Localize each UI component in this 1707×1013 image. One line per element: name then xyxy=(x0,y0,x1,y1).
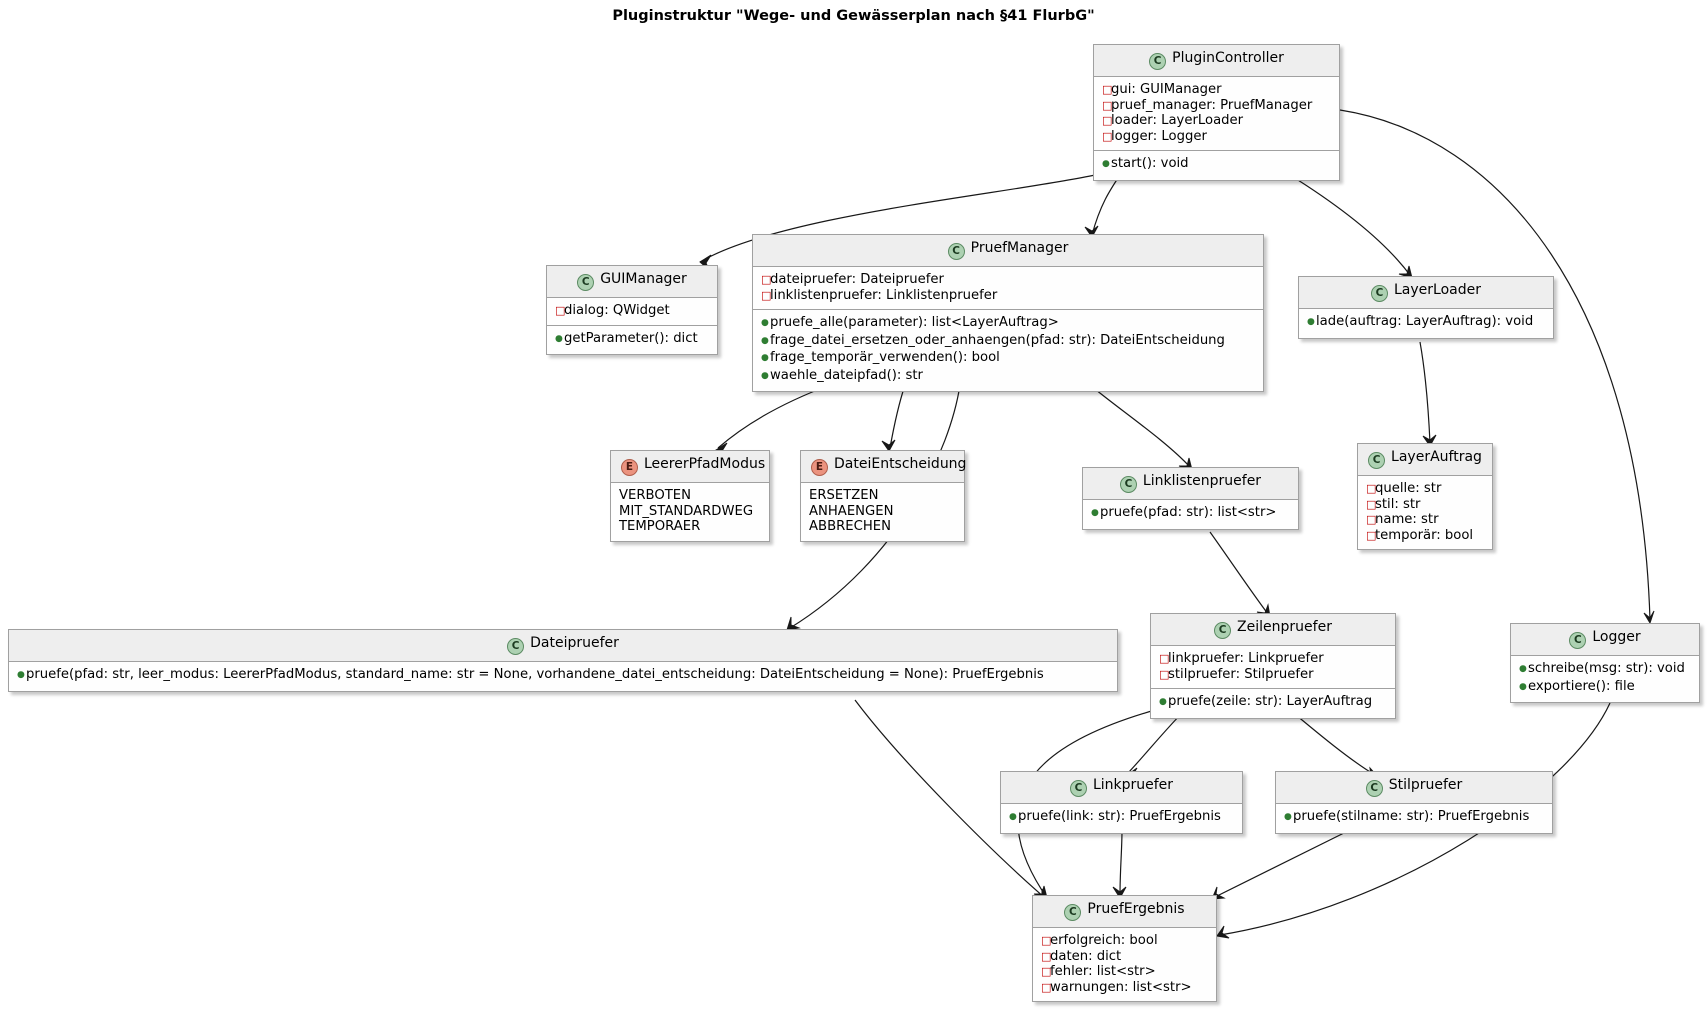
class-node-guimanager[interactable] xyxy=(546,265,718,355)
public-marker-icon xyxy=(1519,679,1528,697)
node-title: PruefErgebnis xyxy=(1087,901,1185,917)
attribute-row xyxy=(1102,98,1331,114)
class-badge-icon: C xyxy=(1064,904,1081,921)
method-label: frage_datei_ersetzen_oder_anhaengen(pfad: str): DateiEntscheidung xyxy=(770,332,1225,348)
enum-value: VERBOTEN xyxy=(619,488,691,503)
node-header xyxy=(801,451,967,483)
method-label: pruefe(link: str): PruefErgebnis xyxy=(1018,809,1221,824)
private-marker-icon xyxy=(1366,497,1375,513)
attribute-label: stil: str xyxy=(1375,496,1421,512)
attribute-row xyxy=(1041,949,1208,965)
enum-values-section xyxy=(611,483,769,541)
node-header xyxy=(1094,45,1339,77)
private-marker-icon xyxy=(1102,82,1111,98)
attributes-section xyxy=(753,267,1263,309)
class-badge-icon: C xyxy=(577,274,594,291)
enum-node-dateientscheidung[interactable] xyxy=(800,450,965,542)
class-badge-icon: C xyxy=(1368,452,1385,469)
attribute-label: dialog: QWidget xyxy=(564,303,670,318)
method-label: frage_temporär_verwenden(): bool xyxy=(770,350,1000,365)
class-badge-icon: C xyxy=(1366,780,1383,797)
private-marker-icon xyxy=(1366,481,1375,497)
node-header xyxy=(1083,468,1298,500)
enum-badge-icon: E xyxy=(621,459,638,476)
method-row xyxy=(1284,809,1544,827)
class-badge-icon: C xyxy=(1569,632,1586,649)
enum-value: ERSETZEN xyxy=(809,488,879,503)
attribute-row xyxy=(1366,528,1484,544)
method-row xyxy=(1102,156,1331,174)
class-badge-icon: C xyxy=(948,243,965,260)
node-header xyxy=(753,235,1263,267)
node-title: DateiEntscheidung xyxy=(834,456,967,472)
attribute-row xyxy=(761,288,1255,304)
node-header xyxy=(1276,772,1552,804)
class-node-stilpruefer[interactable] xyxy=(1275,771,1553,834)
public-marker-icon xyxy=(1102,156,1111,174)
attribute-label: loader: LayerLoader xyxy=(1111,113,1244,128)
node-title: Stilpruefer xyxy=(1388,777,1463,793)
methods-section xyxy=(1094,150,1339,180)
node-header xyxy=(1033,896,1216,928)
node-header xyxy=(9,630,1117,662)
attribute-label: fehler: list<str> xyxy=(1050,964,1156,979)
method-label: waehle_dateipfad(): str xyxy=(770,367,923,383)
attribute-row xyxy=(555,303,709,319)
class-badge-icon: C xyxy=(1149,53,1166,70)
attribute-label: pruef_manager: PruefManager xyxy=(1111,97,1313,113)
methods-section xyxy=(753,309,1263,391)
public-marker-icon xyxy=(555,331,564,349)
public-marker-icon xyxy=(1307,314,1316,332)
attribute-label: name: str xyxy=(1375,512,1439,527)
enum-value: ABBRECHEN xyxy=(809,519,891,534)
private-marker-icon xyxy=(761,272,770,288)
attributes-section xyxy=(547,298,717,325)
methods-section xyxy=(1511,656,1699,702)
attribute-label: quelle: str xyxy=(1375,481,1442,496)
public-marker-icon xyxy=(761,350,770,368)
attribute-row xyxy=(1102,82,1331,98)
methods-section xyxy=(1299,309,1553,338)
methods-section xyxy=(1001,804,1242,833)
private-marker-icon xyxy=(1159,667,1168,683)
method-label: exportiere(): file xyxy=(1528,678,1635,694)
private-marker-icon xyxy=(1366,528,1375,544)
enum-value: MIT_STANDARDWEG xyxy=(619,503,754,519)
class-badge-icon: C xyxy=(507,638,524,655)
methods-section xyxy=(1083,500,1298,529)
class-node-logger[interactable] xyxy=(1510,623,1700,703)
method-row xyxy=(555,331,709,349)
enum-value: ANHAENGEN xyxy=(809,503,894,519)
node-header xyxy=(547,266,717,298)
method-row xyxy=(761,350,1255,368)
method-row xyxy=(1519,661,1691,679)
public-marker-icon xyxy=(761,333,770,351)
method-row xyxy=(761,368,1255,386)
node-title: Logger xyxy=(1592,629,1641,645)
methods-section xyxy=(1276,804,1552,833)
private-marker-icon xyxy=(1041,933,1050,949)
method-label: lade(auftrag: LayerAuftrag): void xyxy=(1316,314,1534,329)
public-marker-icon xyxy=(1159,694,1168,712)
private-marker-icon xyxy=(1159,651,1168,667)
private-marker-icon xyxy=(1041,980,1050,996)
class-badge-icon: C xyxy=(1371,285,1388,302)
public-marker-icon xyxy=(761,368,770,386)
method-label: pruefe(pfad: str): list<str> xyxy=(1100,505,1277,520)
class-node-layerloader[interactable] xyxy=(1298,276,1554,339)
attribute-label: temporär: bool xyxy=(1375,527,1474,543)
attributes-section xyxy=(1033,928,1216,1001)
attribute-row xyxy=(761,272,1255,288)
attribute-label: dateipruefer: Dateipruefer xyxy=(770,272,944,287)
node-header xyxy=(1299,277,1553,309)
attribute-row xyxy=(1366,512,1484,528)
node-title: LayerLoader xyxy=(1394,282,1481,298)
class-node-plugincontroller[interactable] xyxy=(1093,44,1340,181)
class-badge-icon: C xyxy=(1214,622,1231,639)
class-badge-icon: C xyxy=(1120,476,1137,493)
methods-section xyxy=(547,325,717,355)
public-marker-icon xyxy=(1519,661,1528,679)
node-header xyxy=(1511,624,1699,656)
node-title: GUIManager xyxy=(600,271,687,287)
class-badge-icon: C xyxy=(1070,780,1087,797)
method-row xyxy=(1307,314,1545,332)
attribute-row xyxy=(1159,667,1387,683)
attribute-label: erfolgreich: bool xyxy=(1050,933,1158,948)
private-marker-icon xyxy=(1102,98,1111,114)
class-node-layerauftrag[interactable] xyxy=(1357,443,1493,550)
attributes-section xyxy=(1358,476,1492,549)
private-marker-icon xyxy=(1102,113,1111,129)
attribute-row xyxy=(1366,497,1484,513)
attributes-section xyxy=(1094,77,1339,150)
enum-badge-icon: E xyxy=(811,459,828,476)
method-label: start(): void xyxy=(1111,156,1189,171)
private-marker-icon xyxy=(555,303,564,319)
attribute-row xyxy=(1159,651,1387,667)
attribute-label: warnungen: list<str> xyxy=(1050,979,1192,995)
class-node-linkpruefer[interactable] xyxy=(1000,771,1243,834)
method-row xyxy=(1009,809,1234,827)
attribute-row xyxy=(1041,980,1208,996)
attribute-row xyxy=(1366,481,1484,497)
attribute-label: stilpruefer: Stilpruefer xyxy=(1168,666,1314,682)
enum-values-section xyxy=(801,483,964,541)
attribute-row xyxy=(1102,129,1331,145)
node-title: LeererPfadModus xyxy=(644,456,766,472)
method-label: pruefe(pfad: str, leer_modus: LeererPfadModus, standard_name: str = None, vorhandene_datei_entscheidung: DateiEntscheidung = None): PruefErgebnis xyxy=(26,667,1044,682)
node-title: Linklistenpruefer xyxy=(1142,473,1262,489)
method-label: getParameter(): dict xyxy=(564,330,698,346)
method-row xyxy=(17,667,1109,685)
node-title: PruefManager xyxy=(970,240,1069,256)
diagram-title: Pluginstruktur "Wege- und Gewässerplan nach §41 FlurbG" xyxy=(612,8,1095,24)
method-row xyxy=(761,333,1255,351)
class-node-linklistenpruefer[interactable] xyxy=(1082,467,1299,530)
class-node-pruefmanager[interactable] xyxy=(752,234,1264,392)
attribute-label: gui: GUIManager xyxy=(1111,82,1222,97)
method-label: pruefe(stilname: str): PruefErgebnis xyxy=(1293,809,1530,824)
methods-section xyxy=(9,662,1117,691)
attribute-label: daten: dict xyxy=(1050,948,1122,964)
attributes-section xyxy=(1151,646,1395,688)
node-header xyxy=(1001,772,1242,804)
public-marker-icon xyxy=(1009,809,1018,827)
node-title: Linkpruefer xyxy=(1092,777,1174,793)
attribute-label: logger: Logger xyxy=(1111,128,1207,144)
attribute-row xyxy=(1041,933,1208,949)
enum-value: TEMPORAER xyxy=(619,519,701,534)
public-marker-icon xyxy=(17,667,26,685)
method-label: pruefe(zeile: str): LayerAuftrag xyxy=(1168,694,1373,709)
class-node-dateipruefer[interactable] xyxy=(8,629,1118,692)
node-title: Dateipruefer xyxy=(530,635,619,651)
node-header xyxy=(1151,614,1395,646)
private-marker-icon xyxy=(1102,129,1111,145)
private-marker-icon xyxy=(1041,949,1050,965)
attribute-label: linkpruefer: Linkpruefer xyxy=(1168,651,1324,666)
node-header xyxy=(611,451,769,483)
method-row xyxy=(1159,694,1387,712)
private-marker-icon xyxy=(1041,964,1050,980)
node-title: Zeilenpruefer xyxy=(1237,619,1332,635)
class-node-pruefergebnis[interactable] xyxy=(1032,895,1217,1002)
public-marker-icon xyxy=(1091,505,1100,523)
public-marker-icon xyxy=(761,315,770,333)
private-marker-icon xyxy=(1366,512,1375,528)
method-label: schreibe(msg: str): void xyxy=(1528,661,1685,676)
method-row xyxy=(1519,679,1691,697)
node-header xyxy=(1358,444,1492,476)
attribute-row xyxy=(1041,964,1208,980)
attribute-row xyxy=(1102,113,1331,129)
methods-section xyxy=(1151,688,1395,718)
enum-node-leererpfadmodus[interactable] xyxy=(610,450,770,542)
public-marker-icon xyxy=(1284,809,1293,827)
attribute-label: linklistenpruefer: Linklistenpruefer xyxy=(770,287,998,303)
node-title: PluginController xyxy=(1172,50,1284,66)
node-title: LayerAuftrag xyxy=(1391,449,1482,465)
method-row xyxy=(1091,505,1290,523)
class-node-zeilenpruefer[interactable] xyxy=(1150,613,1396,719)
method-label: pruefe_alle(parameter): list<LayerAuftrag> xyxy=(770,315,1059,330)
method-row xyxy=(761,315,1255,333)
private-marker-icon xyxy=(761,288,770,304)
